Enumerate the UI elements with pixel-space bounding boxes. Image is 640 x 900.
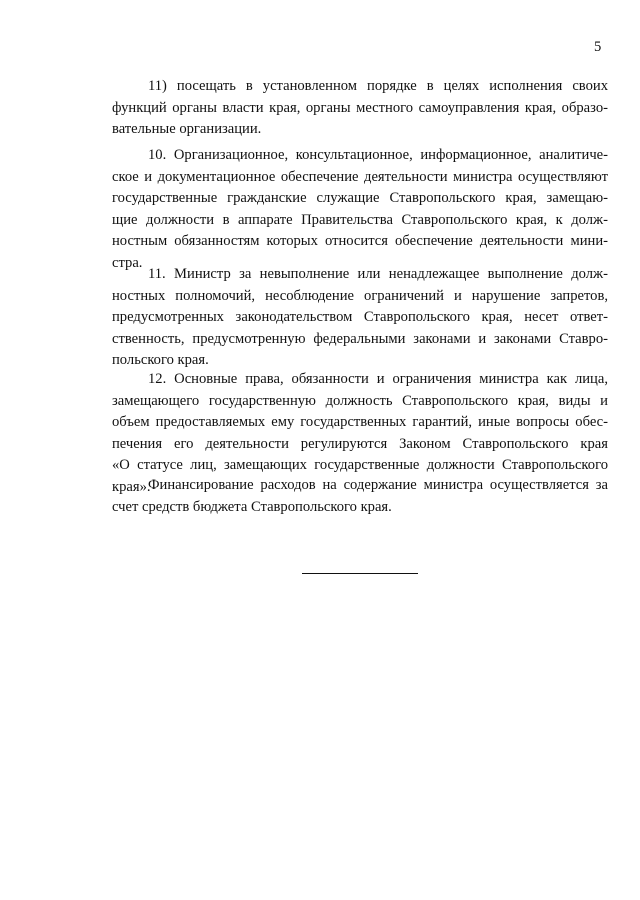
- paragraph-line: щие должности в аппарате Правительства Ставропольского края, к долж-: [112, 211, 608, 228]
- paragraph-line: ское и документационное обеспечение деятельности министра осуществляют: [112, 168, 608, 185]
- paragraph-line: 11. Министр за невыполнение или ненадлежащее выполнение долж-: [148, 266, 608, 282]
- paragraph-line: ностным обязанностям которых относится обеспечение деятельности мини-: [112, 233, 608, 249]
- paragraph-line: «О статусе лиц, замещающих государственные должности Ставропольского: [112, 457, 608, 473]
- paragraph-clause-10: [112, 145, 608, 274]
- paragraph-line: 11) посещать в установленном порядке в целях исполнения своих: [148, 78, 608, 94]
- paragraph-line: функций органы власти края, органы местного самоуправления края, образо-: [112, 99, 608, 116]
- paragraph-line: печения его деятельности регулируются Законом Ставропольского края: [112, 435, 608, 452]
- paragraph-item-11: [112, 76, 608, 141]
- paragraph-line: замещающего государственную должность Ставропольского края, виды и: [112, 392, 608, 409]
- paragraph-line: Финансирование расходов на содержание министра осуществляется за: [148, 477, 608, 493]
- paragraph-line: края».: [112, 478, 151, 495]
- paragraph-line: счет средств бюджета Ставропольского края.: [112, 498, 392, 515]
- paragraph-line: польского края.: [112, 352, 209, 368]
- paragraph-line: вательные организации.: [112, 121, 262, 137]
- paragraph-financing: [112, 475, 608, 518]
- paragraph-line: стра.: [112, 254, 143, 271]
- page-number: 5: [594, 39, 602, 55]
- paragraph-line: ственность, предусмотренную федеральными законами и законами Ставро-: [112, 330, 608, 347]
- paragraph-line: 12. Основные права, обязанности и ограничения министра как лица,: [148, 371, 608, 387]
- paragraph-line: 10. Организационное, консультационное, информационное, аналитиче-: [148, 147, 608, 163]
- paragraph-line: государственные гражданские служащие Ставропольского края, замещаю-: [112, 190, 608, 206]
- end-of-document-rule: [302, 573, 418, 574]
- paragraph-line: предусмотренных законодательством Ставропольского края, несет ответ-: [112, 309, 608, 325]
- paragraph-line: объем предоставляемых ему государственных гарантий, иные вопросы обес-: [112, 414, 608, 430]
- paragraph-clause-11: [112, 264, 608, 372]
- paragraph-line: ностных полномочий, несоблюдение ограничений и нарушение запретов,: [112, 287, 608, 304]
